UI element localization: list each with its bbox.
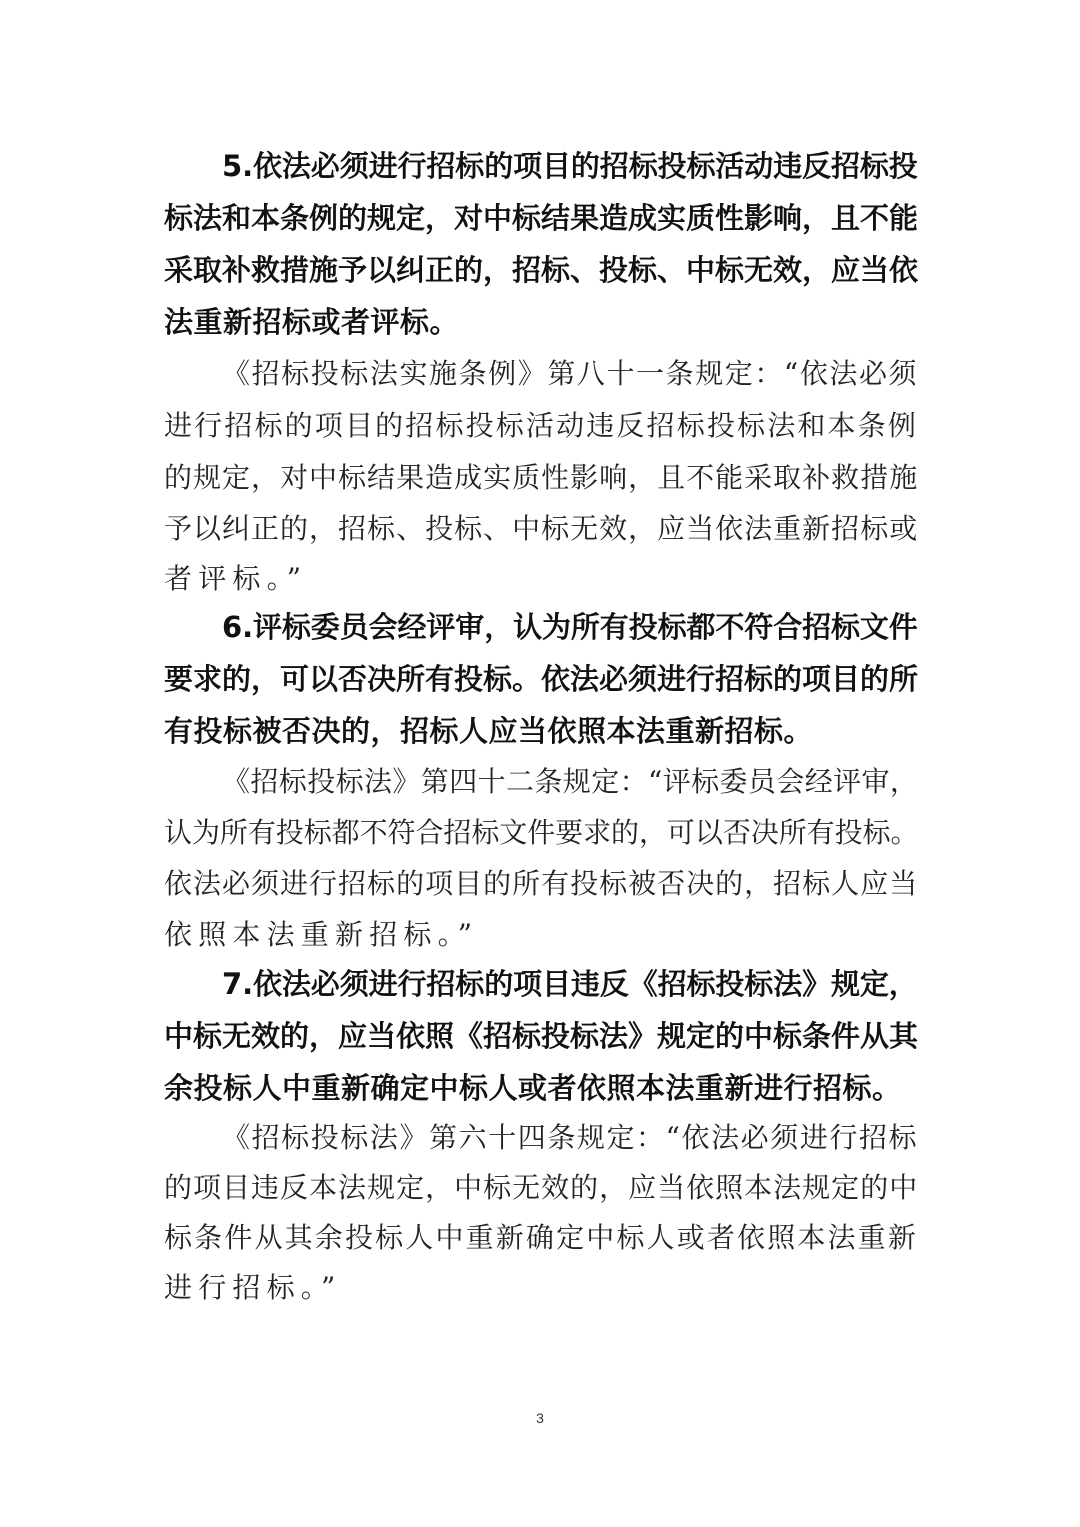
section-7-heading-line-2: 中标无效的，应当依照《招标投标法》规定的中标条件从其: [164, 1019, 919, 1053]
section-5-heading-line-2: 标法和本条例的规定，对中标结果造成实质性影响，且不能: [164, 201, 919, 235]
page-number: 3: [536, 1410, 544, 1426]
section-6-heading-line-3: 有投标被否决的，招标人应当依照本法重新招标。: [164, 714, 814, 748]
section-5-quote-line-4: 予以纠正的，招标、投标、中标无效，应当依法重新招标或: [164, 512, 919, 545]
section-5-quote-line-5: 者评标。”: [164, 562, 308, 595]
section-7-quote-line-2: 的项目违反本法规定，中标无效的，应当依照本法规定的中: [164, 1171, 919, 1204]
section-5-heading-line-1: 5.依法必须进行招标的项目的招标投标活动违反招标投: [222, 149, 918, 183]
section-6-quote-line-2: 认为所有投标都不符合招标文件要求的，可以否决所有投标。: [164, 816, 919, 849]
section-5-quote-line-2: 进行招标的项目的招标投标活动违反招标投标法和本条例: [164, 409, 919, 442]
section-6-quote-line-1: 《招标投标法》第四十二条规定：“评标委员会经评审，: [222, 765, 919, 798]
section-5-heading-line-4: 法重新招标或者评标。: [164, 305, 460, 339]
section-6-quote-line-3: 依法必须进行招标的项目的所有投标被否决的，招标人应当: [164, 867, 919, 900]
section-6-quote-line-4: 依照本法重新招标。”: [164, 918, 479, 951]
section-7-quote-line-1: 《招标投标法》第六十四条规定：“依法必须进行招标: [222, 1121, 919, 1154]
section-7-heading-line-3: 余投标人中重新确定中标人或者依照本法重新进行招标。: [164, 1071, 902, 1105]
section-6-heading-line-1: 6.评标委员会经评审，认为所有投标都不符合招标文件: [222, 610, 918, 644]
section-7-quote-line-4: 进行招标。”: [164, 1271, 342, 1304]
section-5-quote-line-1: 《招标投标法实施条例》第八十一条规定：“依法必须: [222, 357, 919, 390]
section-6-heading-line-2: 要求的，可以否决所有投标。依法必须进行招标的项目的所: [164, 662, 919, 696]
section-5-quote-line-3: 的规定，对中标结果造成实质性影响，且不能采取补救措施: [164, 461, 919, 494]
section-5-heading-line-3: 采取补救措施予以纠正的，招标、投标、中标无效，应当依: [164, 253, 919, 287]
section-7-heading-line-1: 7.依法必须进行招标的项目违反《招标投标法》规定，: [222, 967, 918, 1001]
section-7-quote-line-3: 标条件从其余投标人中重新确定中标人或者依照本法重新: [164, 1221, 919, 1254]
